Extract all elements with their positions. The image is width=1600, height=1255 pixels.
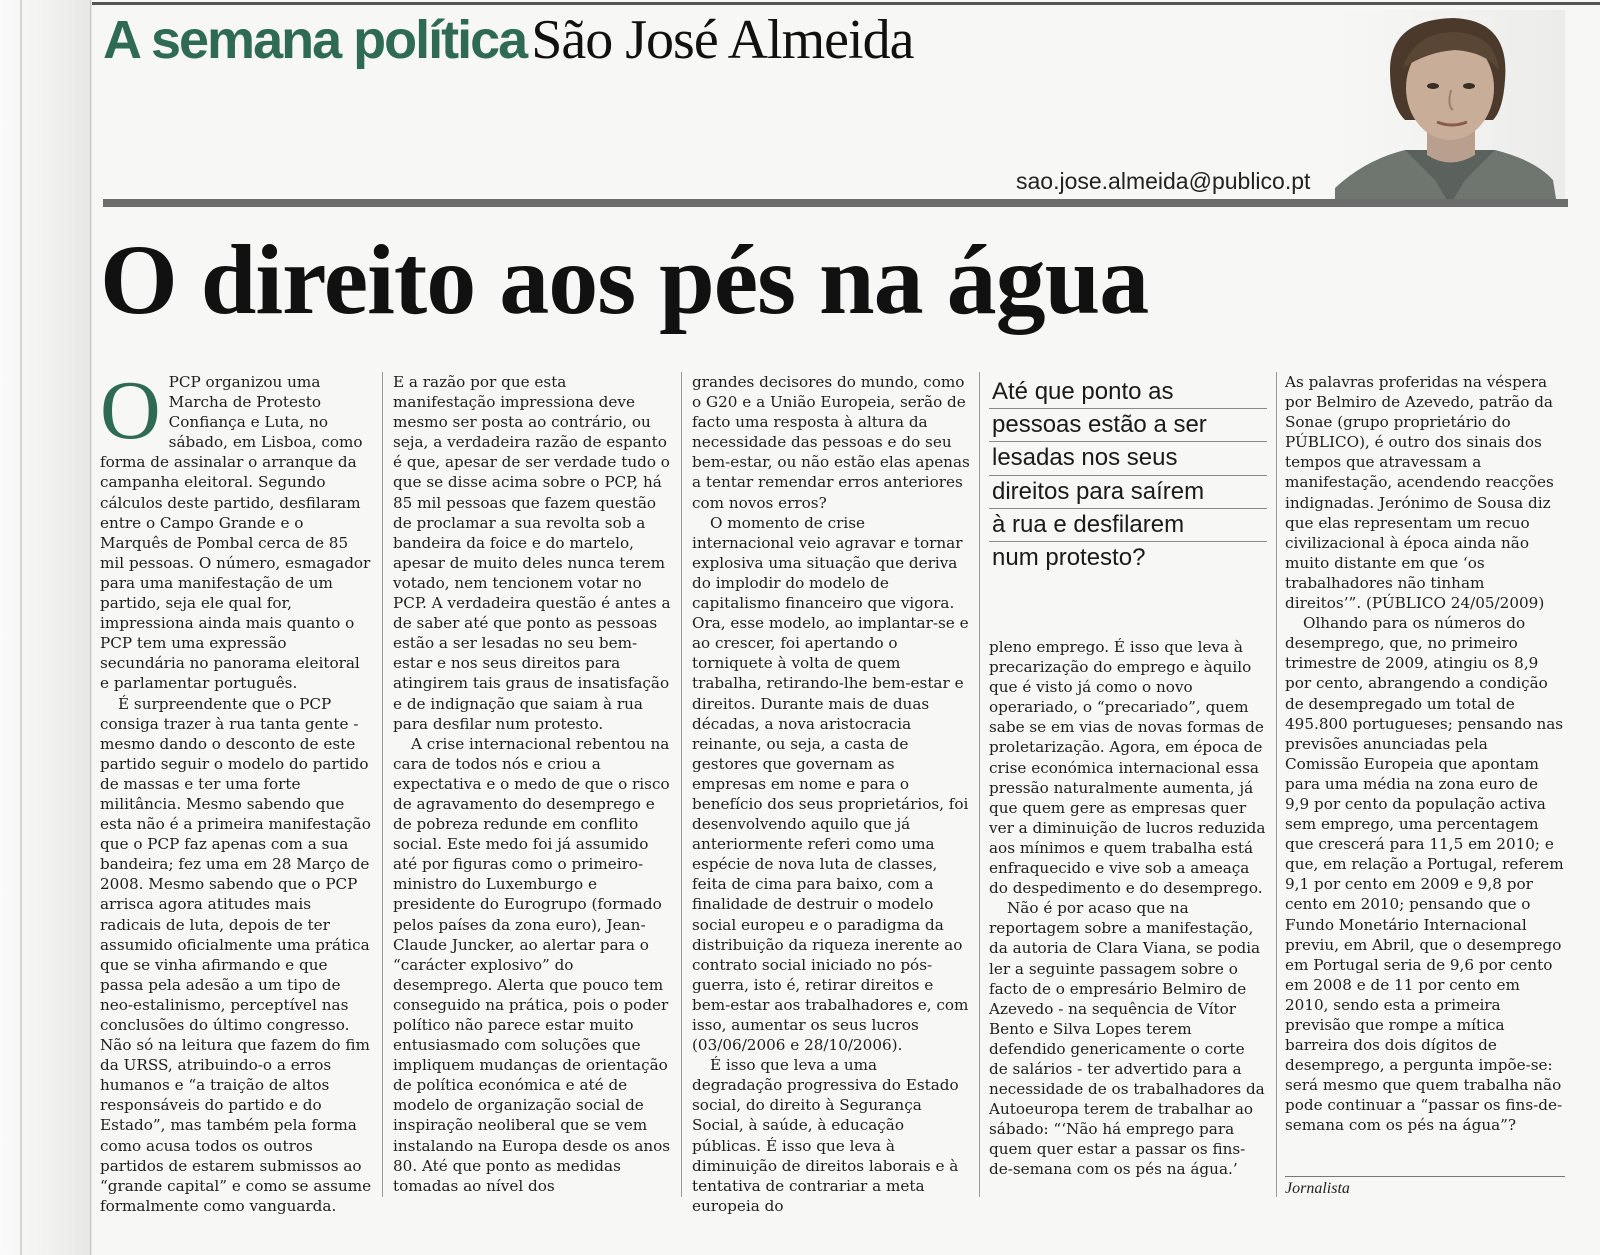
text-column-1 xyxy=(100,364,372,1216)
paragraph: As palavras proferidas na véspera por Belmiro de Azevedo, patrão da Sonae (grupo proprietário do PÚBLICO), é outro dos sinais dos tempos que atravessam a manifestação, acendendo reacções indignadas. Jerónimo de Sousa diz que elas representam um recuo civilizacional à época ainda não muito distante em que ‘os trabalhadores não tinham direitos’”. (PÚBLICO 24/05/2009) xyxy=(1285,373,1554,613)
column-divider xyxy=(1276,372,1277,1197)
gutter-edge-line xyxy=(90,0,91,1255)
paragraph-text: PCP organizou uma Marcha de Protesto Confiança e Luta, no sábado, em Lisboa, como forma de assinalar o arranque da campanha eleitoral. Segundo cálculos deste partido, desfilaram entre o Campo Grande e o Marquês de Pombal cerca de 85 mil pessoas. O número, esmagador para uma manifestação de um partido, seja ele qual for, impressiona ainda mais quanto o PCP tem uma expressão secundária no panorama eleitoral e parlamentar português. xyxy=(100,373,371,693)
top-rule xyxy=(92,2,1600,5)
text-column-2 xyxy=(393,372,671,1196)
column-divider xyxy=(979,372,980,1197)
header-rule xyxy=(103,199,1568,207)
paragraph: Não é por acaso que na reportagem sobre a manifestação, da autoria de Clara Viana, se podia ler a seguinte passagem sobre o facto de o empresário Belmiro de Azevedo - na sequência de Vítor Bento e Silva Lopes terem defendido genericamente o corte de salários - ter advertido para a necessidade de os trabalhadores da Autoeuropa terem de trabalhar ao sábado: “‘Não há emprego para quem quer estar a passar os fins-de-semana com os pés na água.’ xyxy=(989,899,1265,1179)
drop-cap: O xyxy=(100,364,161,457)
pull-quote-line: direitos para saírem xyxy=(989,476,1267,509)
author-role: Jornalista xyxy=(1285,1180,1350,1197)
author-photo xyxy=(1335,10,1565,205)
text-column-5 xyxy=(1285,372,1565,1136)
paragraph: O momento de crise internacional veio agravar e tornar explosiva uma situação que deriva do implodir do modelo de capitalismo financeiro que vigora. Ora, esse modelo, ao implantar-se e ao crescer, foi apertando o torniquete à volta de quem trabalha, retirando-lhe bem-estar e direitos. Durante mais de duas décadas, a nova aristocracia reinante, ou seja, a casta de gestores que governam as empresas em nome e para o benefício dos seus proprietários, foi desenvolvendo aquilo que já anteriormente referi como uma espécie de nova luta de classes, feita de cima para baixo, com a finalidade de destruir o modelo social europeu e o paradigma da distribuição da riqueza inerente ao contrato social iniciado no pós-guerra, isto é, retirar direitos e bem-estar aos trabalhadores e, com isso, aumentar os seus lucros (03/06/2006 e 28/10/2006). xyxy=(692,513,969,1055)
text-column-4 xyxy=(989,637,1267,1180)
column-header xyxy=(103,8,913,78)
author-email: sao.jose.almeida@publico.pt xyxy=(1016,168,1311,194)
paragraph: É isso que leva a uma degradação progressiva do Estado social, do direito à Segurança Social, à saúde, à educação públicas. É isso que leva à diminuição de direitos laborais e à tentativa de contrariar a meta europeia do xyxy=(692,1056,959,1215)
paragraph: grandes decisores do mundo, como o G20 e a União Europeia, serão de facto uma resposta à altura da necessidade das pessoas e do seu bem-estar, ou não estão elas apenas a tentar remendar erros anteriores com novos erros? xyxy=(692,373,970,512)
pull-quote xyxy=(989,376,1267,574)
gutter-fold-line xyxy=(20,0,22,1255)
article-headline: O direito aos pés na água xyxy=(100,224,1149,335)
paragraph xyxy=(100,364,372,694)
pull-quote-line: à rua e desfilarem xyxy=(989,509,1267,542)
pull-quote-line: Até que ponto as xyxy=(989,376,1267,409)
paragraph: É surpreendente que o PCP consiga trazer à rua tanta gente - mesmo dando o desconto de este partido seguir o modelo do partido de massas e ter uma forte militância. Mesmo sabendo que esta não é a primeira manifestação que o PCP faz apenas com a sua bandeira; fez uma em 28 Março de 2008. Mesmo sabendo que o PCP arrisca agora atitudes mais radicais de luta, depois de ter assumido oficialmente uma prática que se vinha afirmando e que passa pela adesão a um tipo de neo-estalinismo, perceptível nas conclusões do último congresso. Não só na leitura que fazem do fim da URSS, atribuindo-o a erros humanos e “a traição de altos responsáveis do partido e do Estado”, mas também pela forma como acusa todos os outros partidos de estarem submissos ao “grande capital” e como se assume formalmente como vanguarda. xyxy=(100,694,372,1215)
author-portrait-photo xyxy=(1335,10,1565,205)
pull-quote-line: pessoas estão a ser xyxy=(989,409,1267,442)
paragraph: pleno emprego. É isso que leva à precarização do emprego e àquilo que é visto já como o novo operariado, o “precariado”, quem sabe se em vias de novas formas de proletarização. Agora, em época de crise económica internacional essa pressão naturalmente aumenta, já que quem gere as empresas quer ver a diminuição de lucros reduzida aos mínimos e quem trabalha está enfraquecido e vive sob a ameaça do despedimento e do desemprego. xyxy=(989,638,1266,898)
paragraph: E a razão por que esta manifestação impressiona deve mesmo ser posta ao contrário, ou seja, a verdadeira razão de espanto é que, apesar de ser verdade tudo o que se disse acima sobre o PCP, há 85 mil pessoas que fazem questão de proclamar a sua revolta sob a bandeira da foice e do martelo, apesar de muito deles nunca terem votado, nem tencionem votar no PCP. A verdadeira questão é antes a de saber até que ponto as pessoas estão a ser lesadas no seu bem-estar e nos seus direitos para atingirem tais graus de insatisfação e de indignação que saiam à rua para desfilar num protesto. xyxy=(393,373,671,733)
column-divider xyxy=(681,372,682,1197)
signature-rule xyxy=(1285,1176,1565,1177)
paragraph: Olhando para os números do desemprego, que, no primeiro trimestre de 2009, atingiu os 8,9 por cento, abrangendo a condição de desempregado um total de 495.800 portugueses; pensando nas previsões anunciadas pela Comissão Europeia que apontam para uma média na zona euro de 9,9 por cento da população activa sem emprego, uma percentagem que crescerá para 11,5 em 2010; e que, em relação a Portugal, referem 9,1 por cento em 2009 e 9,8 por cento em 2010; pensando que o Fundo Monetário Internacional previu, em Abril, que o desemprego em Portugal seria de 9,6 por cento em 2008 e de 11 por cento em 2010, sendo esta a primeira previsão que rompe a mítica barreira dos dois dígitos de desemprego, a pergunta impõe-se: será mesmo que quem trabalha não pode continuar a “passar os fins-de-semana com os pés na água”? xyxy=(1285,614,1564,1135)
pull-quote-line: lesadas nos seus xyxy=(989,442,1267,475)
paragraph: A crise internacional rebentou na cara de todos nós e criou a expectativa e o medo de que o risco de agravamento do desemprego e de pobreza redunde em conflito social. Este medo foi já assumido até por figuras como o primeiro-ministro do Luxemburgo e presidente do Eurogrupo (formado pelos países da zona euro), Jean-Claude Juncker, ao alertar para o “carácter explosivo” do desemprego. Alerta que pouco tem conseguido na prática, pois o poder político não parece estar muito entusiasmado com soluções que impliquem mudanças de orientação de política económica e até de modelo de organização social de inspiração neoliberal que se vem instalando na Europa desde os anos 80. Até que ponto as medidas tomadas ao nível dos xyxy=(393,734,671,1195)
text-column-3 xyxy=(692,372,970,1216)
author-name: São José Almeida xyxy=(531,9,914,71)
pull-quote-line: num protesto? xyxy=(992,544,1146,572)
column-divider xyxy=(382,372,383,1197)
section-title: A semana política xyxy=(103,10,527,70)
page-gutter xyxy=(0,0,92,1255)
